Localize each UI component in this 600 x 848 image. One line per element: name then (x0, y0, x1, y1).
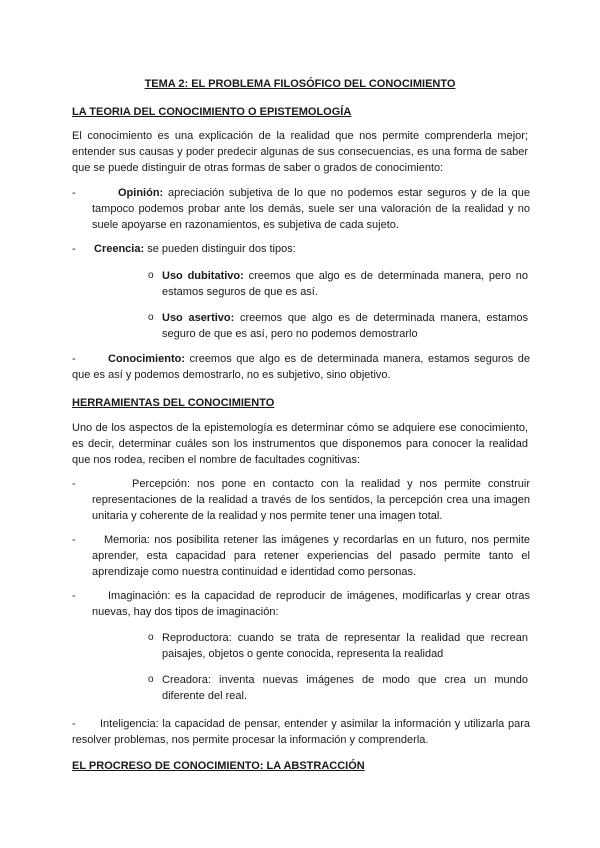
uso-dubitativo-description: creemos que algo es de determinada manera, pero no estamos seguros de que es así. (162, 270, 528, 298)
imaginacion-text (92, 588, 530, 620)
sub-item-uso-dubitativo (148, 268, 528, 300)
intro-paragraph: El conocimiento es una explicación de la realidad que nos permite comprenderla mejor; entender sus causas y poder predecir algunas de sus consecuencias, es una forma de saber que se puede distinguir de otras formas de saber o grados de conocimiento: (72, 130, 528, 174)
list-item-memoria (72, 532, 530, 580)
conocimiento-description: creemos que algo es de determinada manera, estamos seguros de que es así y podemos demostrarlo, no es subjetivo, sino objetivo. (72, 353, 530, 381)
circle-bullet-icon: o (148, 270, 154, 281)
sub-item-uso-asertivo (148, 310, 528, 342)
memoria-text (92, 532, 530, 580)
reproductora-text: Reproductora: cuando se trata de representar la realidad que recrean paisajes, objetos o gente conocida, representa la realidad (162, 632, 528, 660)
inteligencia-description: Inteligencia: la capacidad de pensar, entender y asimilar la información y utilizarla para resolver problemas, nos permite procesar la información y comprenderla. (72, 718, 530, 746)
page-title: TEMA 2: EL PROBLEMA FILOSÓFICO DEL CONOCIMIENTO (144, 78, 456, 90)
dash-marker: - (72, 478, 76, 490)
dash-marker: - (72, 534, 76, 546)
creencia-description: se pueden distinguir dos tipos: (144, 243, 296, 255)
opinion-term: Opinión: (118, 187, 164, 199)
creencia-text (92, 241, 530, 257)
conocimiento-term: Conocimiento: (108, 353, 185, 365)
uso-asertivo-term: Uso asertivo: (162, 312, 235, 324)
uso-dubitativo-term: Uso dubitativo: (162, 270, 244, 282)
uso-asertivo-description: creemos que algo es de determinada manera, estamos seguro de que es así, pero no podemos demostrarlo (162, 312, 528, 340)
dash-marker: - (72, 187, 76, 199)
sub-item-reproductora (148, 630, 528, 662)
opinion-text (92, 185, 530, 233)
herramientas-intro-paragraph: Uno de los aspectos de la epistemología es determinar cómo se adquiere ese conocimiento, es decir, determinar cuáles son los instrumentos que disponemos para conocer la realidad que nos rodea, reciben el nombre de facultades cognitivas: (72, 422, 528, 466)
list-item-opinion (72, 185, 530, 233)
percepcion-text (92, 476, 530, 524)
section-heading-herramientas: HERRAMIENTAS DEL CONOCIMIENTO (72, 397, 275, 409)
memoria-description: Memoria: nos posibilita retener las imágenes y recordarlas en un futuro, nos permite aprender, esta capacidad para retener experiencias del pasado permite tanto el aprendizaje como nuestra continuidad e identidad como personas. (92, 534, 530, 578)
percepcion-description: Percepción: nos pone en contacto con la realidad y nos permite construir representaciones de la realidad a través de los sentidos, la percepción crea una imagen unitaria y coherente de la realidad y nos permite tener una imagen total. (92, 478, 530, 522)
dash-marker: - (72, 590, 76, 602)
circle-bullet-icon: o (148, 674, 154, 685)
opinion-description: apreciación subjetiva de lo que no podemos estar seguros y de la que tampoco podemos probar ante los demás, suele ser una valoración de la realidad y no suele apoyarse en razonamientos, es subjetiva de cada sujeto. (92, 187, 530, 231)
creadora-text: Creadora: inventa nuevas imágenes de modo que crea un mundo diferente del real. (162, 674, 528, 702)
dash-marker: - (72, 718, 76, 730)
circle-bullet-icon: o (148, 632, 154, 643)
list-item-imaginacion (72, 588, 530, 620)
list-item-conocimiento (72, 351, 530, 383)
uso-dubitativo-text (162, 268, 528, 300)
imaginacion-description: Imaginación: es la capacidad de reproducir de imágenes, modificarlas y crear otras nuevas, hay dos tipos de imaginación: (92, 590, 530, 618)
conocimiento-text (72, 351, 530, 383)
list-item-creencia (72, 241, 530, 257)
section-heading-abstraccion: EL PROCRESO DE CONOCIMIENTO: LA ABSTRACCIÓN (72, 760, 365, 772)
dash-marker: - (72, 353, 76, 365)
list-item-inteligencia (72, 716, 530, 748)
sub-item-creadora (148, 672, 528, 704)
section-heading-epistemologia: LA TEORIA DEL CONOCIMIENTO O EPISTEMOLOGÍA (72, 106, 352, 118)
inteligencia-text (72, 716, 530, 748)
creencia-term: Creencia: (94, 243, 145, 255)
uso-asertivo-text (162, 310, 528, 342)
dash-marker: - (72, 243, 76, 255)
list-item-percepcion (72, 476, 530, 524)
circle-bullet-icon: o (148, 312, 154, 323)
